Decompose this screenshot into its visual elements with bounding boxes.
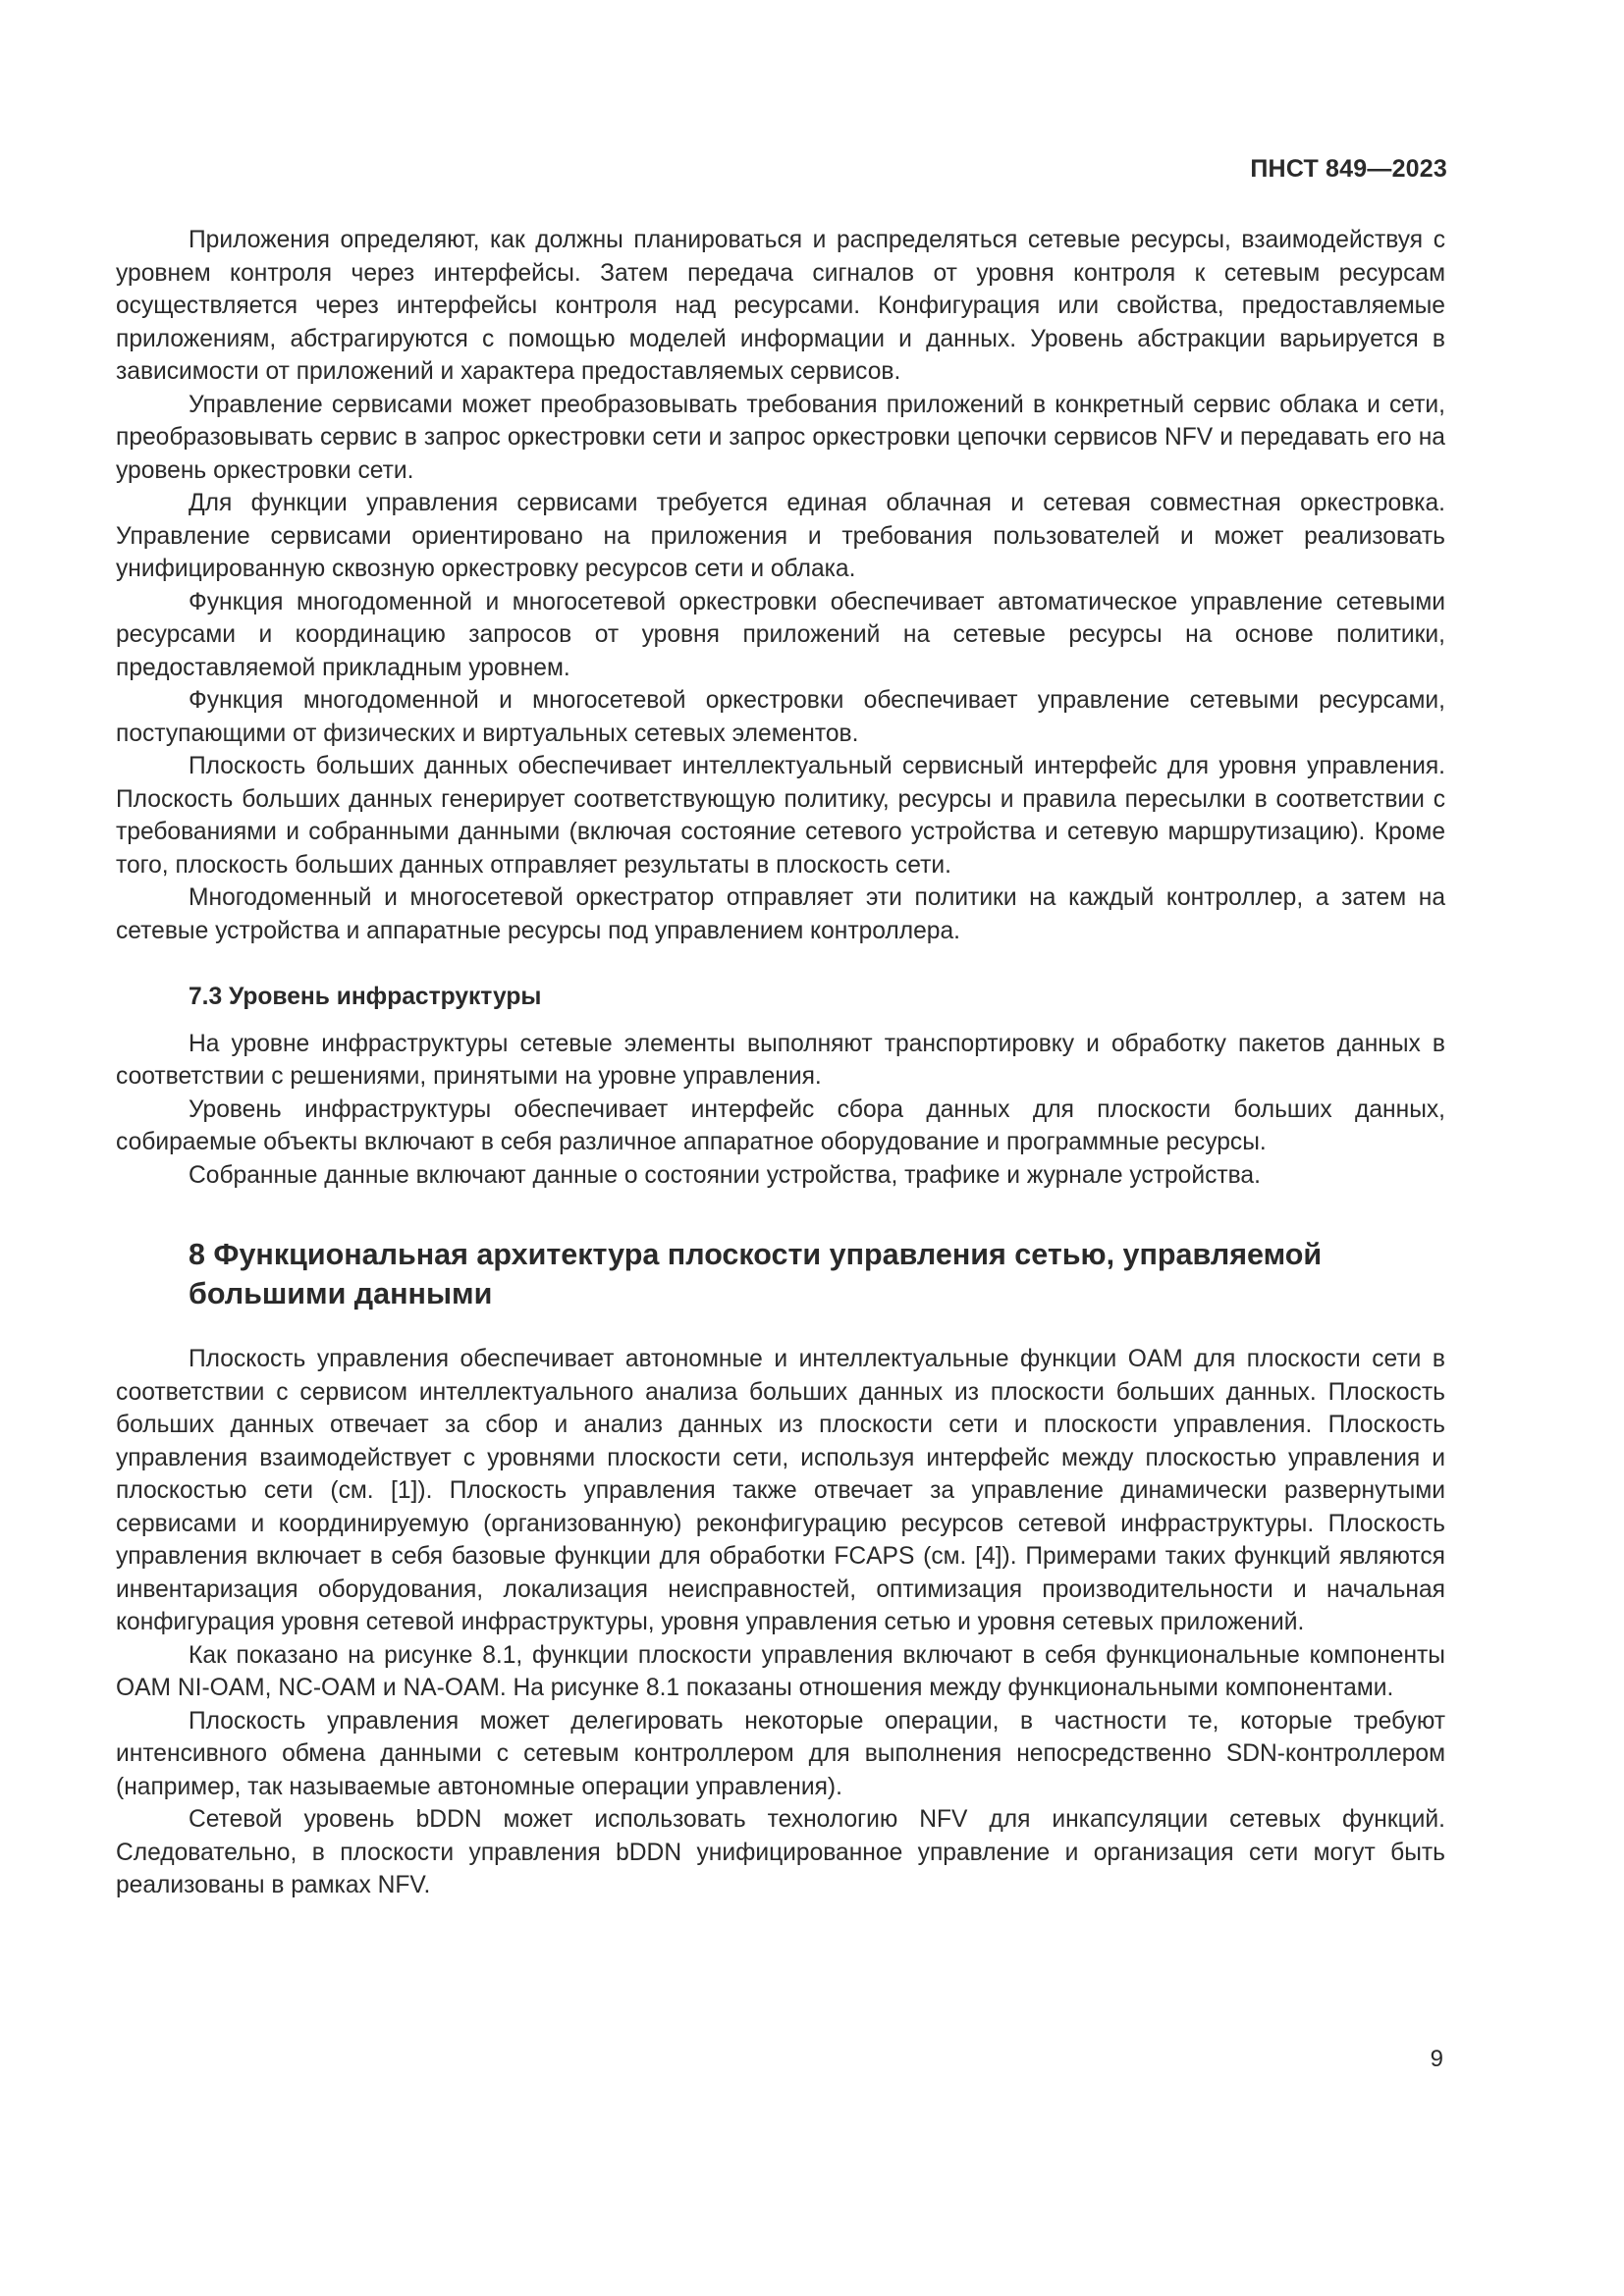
paragraph: Функция многодоменной и многосетевой оркестровки обеспечивает автоматическое управление сетевыми ресурсами и координацию запросов от уровня приложений на сетевые ресурсы на основе политики, предоставляемой прикладным уровнем. (116, 588, 1445, 681)
document-code: ПНСТ 849—2023 (1250, 155, 1447, 183)
paragraph: Плоскость больших данных обеспечивает интеллектуальный сервисный интерфейс для уровня управления. Плоскость больших данных генерирует соответствующую политику, ресурсы и правила пересылки в соответствии с требованиями и собранными данными (включая состояние сетевого устройства и сетевую маршрутизацию). Кроме того, плоскость больших данных отправляет результаты в плоскость сети. (116, 753, 1445, 879)
paragraph: Собранные данные включают данные о состоянии устройства, трафике и журнале устройства. (189, 1161, 1261, 1189)
page-body (116, 224, 1445, 1902)
paragraph: Плоскость управления обеспечивает автономные и интеллектуальные функции OAM для плоскости сети в соответствии с сервисом интеллектуального анализа больших данных из плоскости больших данных. Плоскость больших данных отвечает за сбор и анализ данных из плоскости сети и плоскости управления. Плоскость управления взаимодействует с уровнями плоскости сети, используя интерфейс между плоскостью управления и плоскостью сети (см. [1]). Плоскость управления также отвечает за управление динамически развернутыми сервисами и координируемую (организованную) реконфигурацию ресурсов сетевой инфраструктуры. Плоскость управления включает в себя базовые функции для обработки FCAPS (см. [4]). Примерами таких функций являются инвентаризация оборудования, локализация неисправностей, оптимизация производительности и начальная конфигурация уровня сетевой инфраструктуры, уровня управления сетью и уровня сетевых приложений. (116, 1346, 1445, 1635)
paragraph: Плоскость управления может делегировать некоторые операции, в частности те, которые требуют интенсивного обмена данными с сетевым контроллером для выполнения непосредственно SDN-контроллером (например, так называемые автономные операции управления). (116, 1707, 1445, 1800)
paragraph: Управление сервисами может преобразовывать требования приложений в конкретный сервис облака и сети, преобразовывать сервис в запрос оркестровки сети и запрос оркестровки цепочки сервисов NFV и передавать его на уровень оркестровки сети. (116, 391, 1445, 484)
paragraph: Приложения определяют, как должны планироваться и распределяться сетевые ресурсы, взаимодействуя с уровнем контроля через интерфейсы. Затем передача сигналов от уровня контроля к сетевым ресурсам осуществляется через интерфейсы контроля над ресурсами. Конфигурация или свойства, предоставляемые приложениям, абстрагируются с помощью моделей информации и данных. Уровень абстракции варьируется в зависимости от приложений и характера предоставляемых сервисов. (116, 227, 1445, 385)
paragraph: Многодоменный и многосетевой оркестратор отправляет эти политики на каждый контроллер, а затем на сетевые устройства и аппаратные ресурсы под управлением контроллера. (116, 884, 1445, 944)
paragraph: Как показано на рисунке 8.1, функции плоскости управления включают в себя функциональные компоненты OAM NI-OAM, NC-OAM и NA-OAM. На рисунке 8.1 показаны отношения между функциональными компонентами. (116, 1641, 1445, 1701)
section-heading: 8 Функциональная архитектура плоскости управления сетью, управляемой большими данными (189, 1238, 1323, 1310)
paragraph: Функция многодоменной и многосетевой оркестровки обеспечивает управление сетевыми ресурсами, поступающими от физических и виртуальных сетевых элементов. (116, 687, 1445, 747)
paragraph: Для функции управления сервисами требуется единая облачная и сетевая совместная оркестровка. Управление сервисами ориентировано на приложения и требования пользователей и может реализовать унифицированную сквозную оркестровку ресурсов сети и облака. (116, 490, 1445, 582)
paragraph: Сетевой уровень bDDN может использовать технологию NFV для инкапсуляции сетевых функций. Следовательно, в плоскости управления bDDN унифицированное управление и организация сети могут быть реализованы в рамках NFV. (116, 1806, 1445, 1898)
paragraph: На уровне инфраструктуры сетевые элементы выполняют транспортировку и обработку пакетов данных в соответствии с решениями, принятыми на уровне управления. (116, 1030, 1445, 1090)
paragraph: Уровень инфраструктуры обеспечивает интерфейс сбора данных для плоскости больших данных, собираемые объекты включают в себя различное аппаратное оборудование и программные ресурсы. (116, 1095, 1445, 1155)
page-number: 9 (1430, 2046, 1443, 2072)
subsection-heading: 7.3 Уровень инфраструктуры (189, 984, 542, 1010)
